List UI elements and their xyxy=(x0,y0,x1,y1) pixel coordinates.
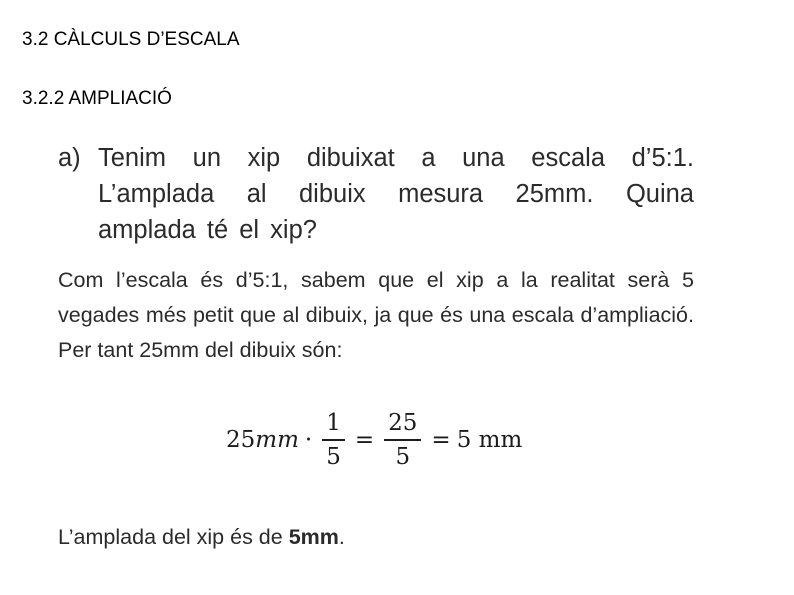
problem-marker: a) xyxy=(58,144,81,172)
fraction-twentyfive-fifths xyxy=(384,407,421,473)
problem-statement xyxy=(58,140,694,248)
equation-dot: · xyxy=(304,427,313,453)
equation-result: 5 mm xyxy=(456,427,523,453)
fraction-numerator: 1 xyxy=(326,410,341,436)
fraction-one-fifth xyxy=(322,407,345,473)
conclusion-prefix: L’amplada del xip és de xyxy=(58,525,289,549)
equation-lhs-unit: mm xyxy=(255,427,299,453)
equals-sign: = xyxy=(431,427,451,453)
problem-text: Tenim un xip dibuixat a una escala d’5:1. L’amplada al dibuix mesura 25mm. Quina amplada té el xip? xyxy=(98,144,694,244)
fraction-numerator: 25 xyxy=(388,410,418,436)
conclusion-suffix: . xyxy=(338,525,345,549)
fraction-denominator: 5 xyxy=(395,444,411,470)
equation-lhs-value: 25 xyxy=(226,427,256,453)
section-heading: 3.2 CÀLCULS D’ESCALA xyxy=(22,29,240,50)
fraction-denominator: 5 xyxy=(326,444,341,470)
scale-equation xyxy=(226,402,522,478)
equals-sign: = xyxy=(354,427,375,453)
conclusion-value: 5mm xyxy=(288,525,339,549)
conclusion-sentence xyxy=(58,522,345,552)
subsection-heading: 3.2.2 AMPLIACIÓ xyxy=(22,88,172,109)
answer-explanation: Com l’escala és d’5:1, sabem que el xip a la realitat serà 5 vegades més petit que al dibuix, ja que és una escala d’ampliació. Per tant 25mm del dibuix són: xyxy=(58,268,694,362)
